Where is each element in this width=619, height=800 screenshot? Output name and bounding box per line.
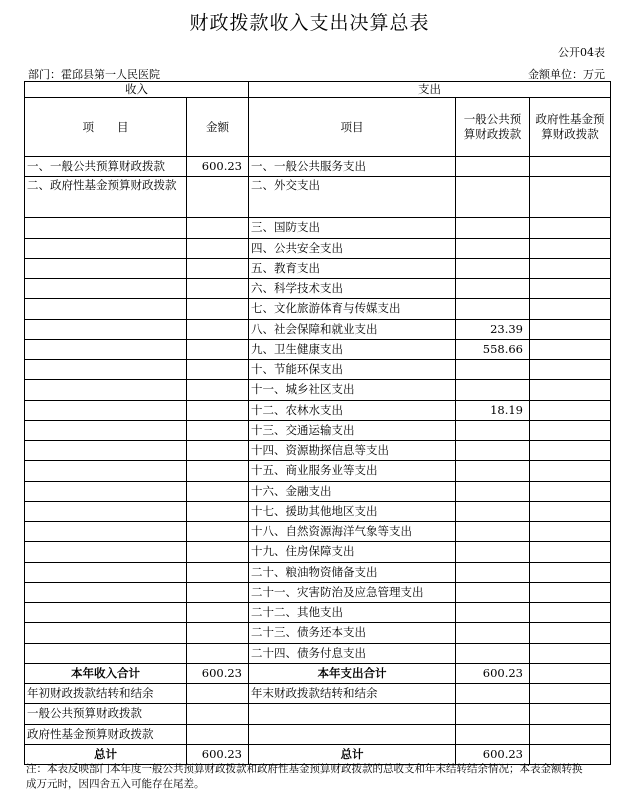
expense-fund-amount [530, 218, 611, 238]
grand-total-expense-general: 600.23 [456, 744, 530, 764]
expense-general-amount [456, 461, 530, 481]
table-row [25, 238, 611, 258]
expense-item: 十、节能环保支出 [249, 360, 456, 380]
table-row [25, 380, 611, 400]
table-row [25, 501, 611, 521]
carry-out-label: 年末财政拨款结转和结余 [249, 684, 456, 704]
expense-item: 四、公共安全支出 [249, 238, 456, 258]
table-row [25, 157, 611, 177]
table-row [25, 319, 611, 339]
expense-general-amount [456, 542, 530, 562]
expense-fund-amount [530, 420, 611, 440]
table-row [25, 461, 611, 481]
form-code: 公开04表 [558, 46, 605, 59]
grand-total-income-label: 总计 [25, 744, 187, 764]
expense-fund-amount [530, 441, 611, 461]
table-row [25, 177, 611, 218]
income-amount [187, 177, 249, 218]
expense-item: 三、国防支出 [249, 218, 456, 238]
expense-item: 二十一、灾害防治及应急管理支出 [249, 582, 456, 602]
expense-item: 十九、住房保障支出 [249, 542, 456, 562]
carry-in-general-label: 一般公共预算财政拨款 [25, 704, 187, 724]
expense-general-amount [456, 501, 530, 521]
table-row [25, 299, 611, 319]
expense-general-amount [456, 582, 530, 602]
expense-general-amount [456, 218, 530, 238]
expense-fund-amount [530, 400, 611, 420]
expense-fund-amount [530, 643, 611, 663]
table-row [25, 522, 611, 542]
expense-general-amount [456, 157, 530, 177]
table-row [25, 542, 611, 562]
table-row [25, 623, 611, 643]
expense-general-amount [456, 380, 530, 400]
expense-item: 十八、自然资源海洋气象等支出 [249, 522, 456, 542]
footnote: 注：本表反映部门本年度一般公共预算财政拨款和政府性基金预算财政拨款的总收支和年末结转结余情况；本表金额转换成万元时，因四舍五入可能存在尾差。 [26, 763, 583, 790]
expense-fund-amount [530, 157, 611, 177]
expense-general-amount [456, 258, 530, 278]
department-label: 部门：霍邱县第一人民医院 [28, 68, 160, 81]
expense-general-amount: 558.66 [456, 339, 530, 359]
expense-fund-amount [530, 623, 611, 643]
expense-item: 一、一般公共服务支出 [249, 157, 456, 177]
expense-fund-amount [530, 319, 611, 339]
income-total-label: 本年收入合计 [25, 663, 187, 683]
expense-fund-amount [530, 380, 611, 400]
expense-item: 六、科学技术支出 [249, 279, 456, 299]
expense-general-amount: 18.19 [456, 400, 530, 420]
expense-general-amount: 23.39 [456, 319, 530, 339]
expense-item: 二十三、债务还本支出 [249, 623, 456, 643]
expense-item: 八、社会保障和就业支出 [249, 319, 456, 339]
carry-in-label: 年初财政拨款结转和结余 [25, 684, 187, 704]
income-header: 收入 [25, 82, 249, 98]
table-row [25, 218, 611, 238]
expense-general-amount [456, 360, 530, 380]
table-row [25, 339, 611, 359]
expense-fund-amount [530, 339, 611, 359]
expense-general-amount [456, 481, 530, 501]
expense-item: 十七、援助其他地区支出 [249, 501, 456, 521]
income-total-value: 600.23 [187, 663, 249, 683]
table-row [25, 360, 611, 380]
expense-item: 二十二、其他支出 [249, 603, 456, 623]
expense-fund-amount [530, 522, 611, 542]
expense-total-general: 600.23 [456, 663, 530, 683]
expense-item: 十五、商业服务业等支出 [249, 461, 456, 481]
carry-in-fund-label: 政府性基金预算财政拨款 [25, 724, 187, 744]
expense-fund-amount [530, 501, 611, 521]
page-title: 财政拨款收入支出决算总表 [189, 12, 430, 34]
expense-general-amount [456, 420, 530, 440]
table-row [25, 603, 611, 623]
expense-fund-amount [530, 279, 611, 299]
expense-fund-amount [530, 562, 611, 582]
expense-item: 十一、城乡社区支出 [249, 380, 456, 400]
expense-fund-amount [530, 299, 611, 319]
expense-item: 二十四、债务付息支出 [249, 643, 456, 663]
income-item: 一、一般公共预算财政拨款 [25, 157, 187, 177]
table-row [25, 279, 611, 299]
table-row [25, 582, 611, 602]
expense-general-amount [456, 279, 530, 299]
income-amount-header: 金额 [187, 98, 249, 157]
expense-general-amount [456, 299, 530, 319]
expense-item: 二、外交支出 [249, 177, 456, 218]
income-amount: 600.23 [187, 157, 249, 177]
expense-fund-amount [530, 481, 611, 501]
income-item-header: 项 目 [25, 98, 187, 157]
income-item: 二、政府性基金预算财政拨款 [25, 177, 187, 218]
table-row [25, 562, 611, 582]
expense-fund-amount [530, 177, 611, 218]
expense-fund-amount [530, 582, 611, 602]
expense-fund-amount [530, 360, 611, 380]
expense-item: 十二、农林水支出 [249, 400, 456, 420]
expense-fund-amount [530, 258, 611, 278]
expense-general-amount [456, 177, 530, 218]
expense-item: 九、卫生健康支出 [249, 339, 456, 359]
grand-total-income: 600.23 [187, 744, 249, 764]
unit-label: 金额单位：万元 [528, 68, 605, 81]
table-row [25, 481, 611, 501]
expense-item: 五、教育支出 [249, 258, 456, 278]
grand-total-expense-label: 总计 [249, 744, 456, 764]
table-row [25, 643, 611, 663]
gov-fund-header: 政府性基金预算财政拨款 [530, 98, 611, 157]
general-budget-header: 一般公共预算财政拨款 [456, 98, 530, 157]
expense-item: 十三、交通运输支出 [249, 420, 456, 440]
table-row [25, 400, 611, 420]
expense-fund-amount [530, 603, 611, 623]
expense-item-header: 项目 [249, 98, 456, 157]
expense-general-amount [456, 238, 530, 258]
expense-item: 十六、金融支出 [249, 481, 456, 501]
expense-fund-amount [530, 238, 611, 258]
expense-general-amount [456, 643, 530, 663]
expense-item: 七、文化旅游体育与传媒支出 [249, 299, 456, 319]
expense-header: 支出 [249, 82, 611, 98]
expense-general-amount [456, 441, 530, 461]
table-row [25, 420, 611, 440]
table-row [25, 258, 611, 278]
expense-general-amount [456, 623, 530, 643]
expense-general-amount [456, 562, 530, 582]
expense-fund-amount [530, 461, 611, 481]
table-row [25, 441, 611, 461]
expense-item: 十四、资源勘探信息等支出 [249, 441, 456, 461]
expense-total-label: 本年支出合计 [249, 663, 456, 683]
expense-fund-amount [530, 542, 611, 562]
expense-item: 二十、粮油物资储备支出 [249, 562, 456, 582]
expense-general-amount [456, 603, 530, 623]
expense-general-amount [456, 522, 530, 542]
budget-table [24, 81, 611, 765]
